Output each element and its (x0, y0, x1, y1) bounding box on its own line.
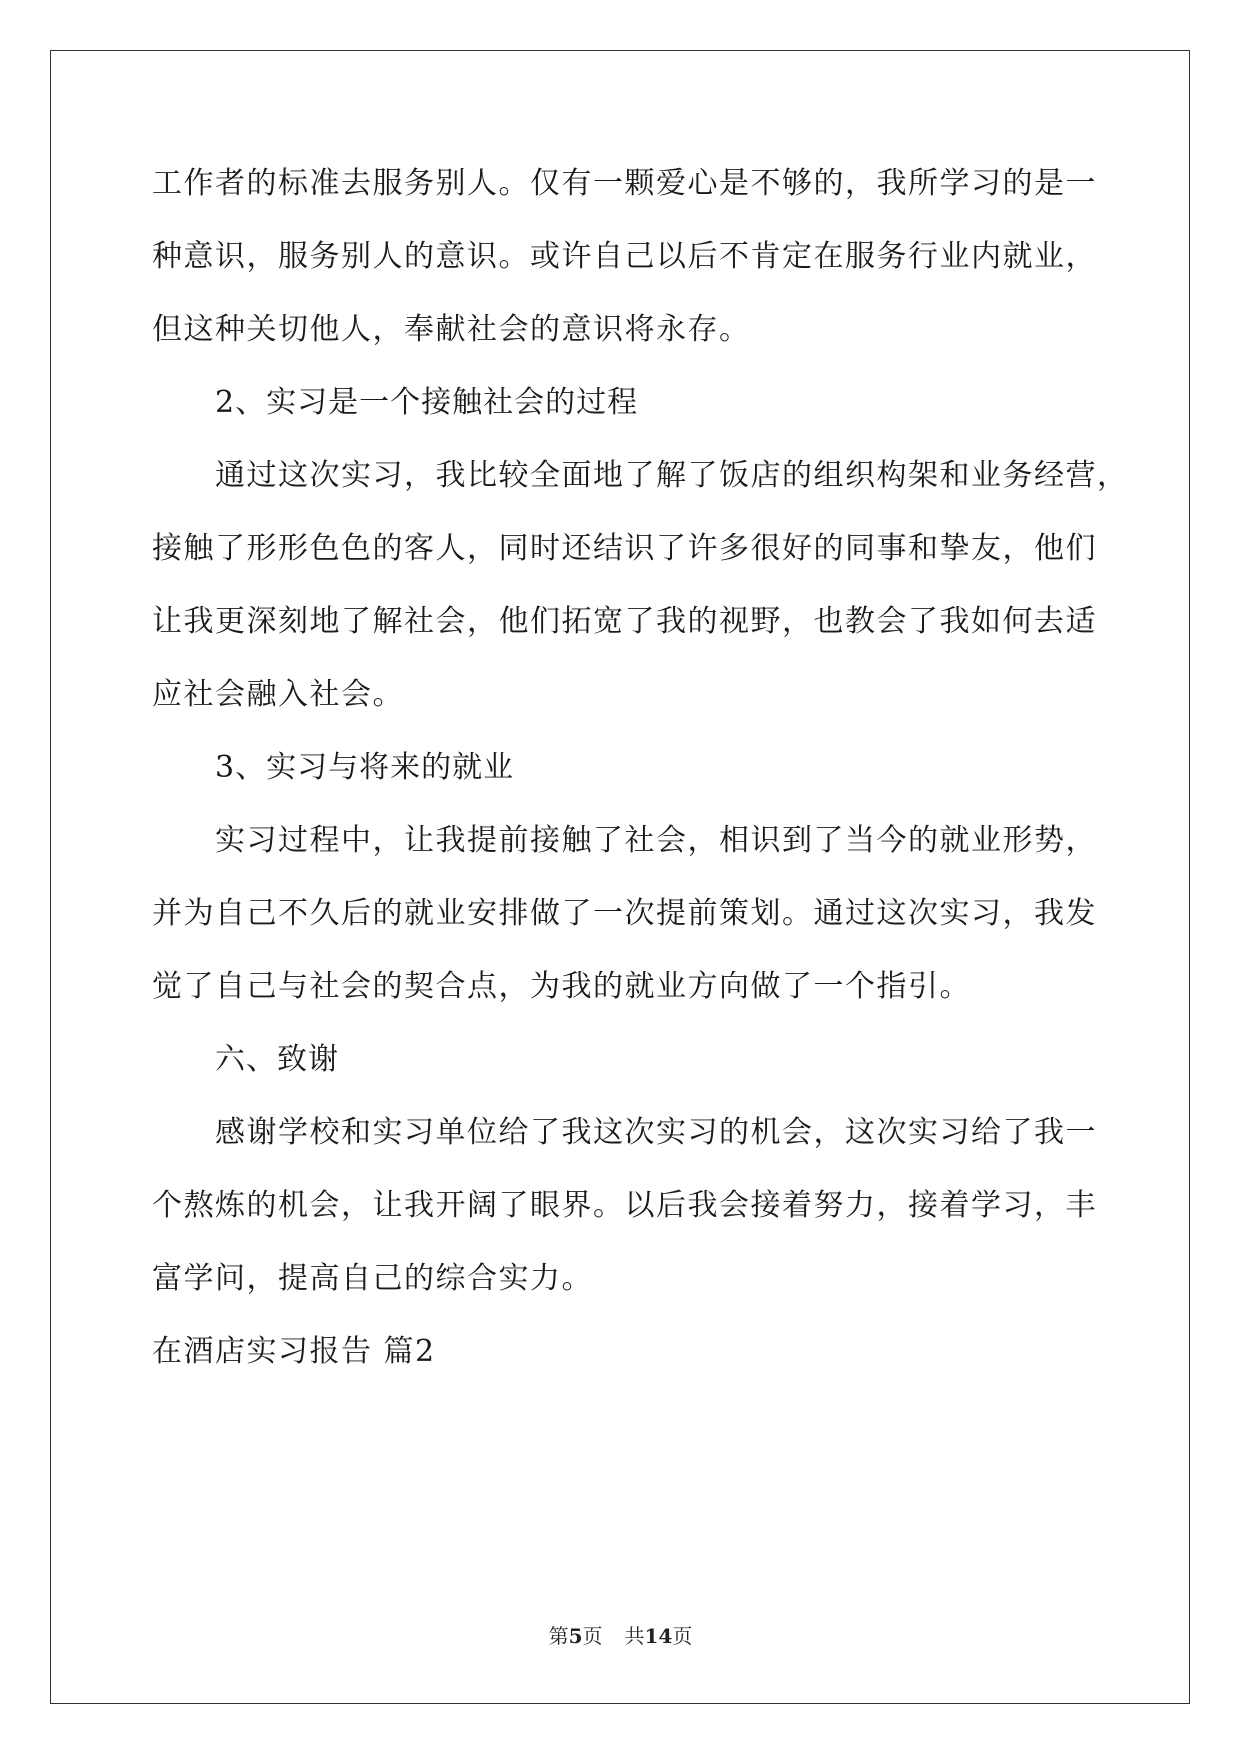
section-heading: 3、实习与将来的就业 (215, 750, 515, 785)
paragraph-line: 接触了形形色色的客人，同时还结识了许多很好的同事和挚友，他们 (152, 531, 1097, 566)
section-heading: 2、实习是一个接触社会的过程 (215, 385, 639, 420)
paragraph-line: 通过这次实习，我比较全面地了解了饭店的组织构架和业务经营， (215, 458, 1129, 493)
current-page-number: 5 (568, 1624, 583, 1648)
section-heading: 六、致谢 (215, 1042, 339, 1077)
document-body (152, 147, 1129, 1388)
paragraph-line: 让我更深刻地了解社会，他们拓宽了我的视野，也教会了我如何去适 (152, 604, 1097, 639)
total-suffix: 页 (672, 1624, 693, 1648)
paragraph-line: 个熬炼的机会，让我开阔了眼界。以后我会接着努力，接着学习，丰 (152, 1188, 1097, 1223)
paragraph-line: 觉了自己与社会的契合点，为我的就业方向做了一个指引。 (152, 969, 971, 1004)
paragraph-line: 种意识，服务别人的意识。或许自己以后不肯定在服务行业内就业， (152, 239, 1097, 274)
paragraph-line: 工作者的标准去服务别人。仅有一颗爱心是不够的，我所学习的是一 (152, 166, 1097, 201)
paragraph-line: 感谢学校和实习单位给了我这次实习的机会，这次实习给了我一 (215, 1115, 1097, 1150)
total-page-number: 14 (644, 1624, 673, 1648)
page-prefix: 第 (548, 1624, 569, 1648)
paragraph-line: 实习过程中，让我提前接触了社会，相识到了当今的就业形势， (215, 823, 1097, 858)
total-prefix: 共 (624, 1624, 645, 1648)
page-suffix: 页 (582, 1624, 603, 1648)
paragraph-line: 并为自己不久后的就业安排做了一次提前策划。通过这次实习，我发 (152, 896, 1097, 931)
page-footer (0, 1620, 1241, 1649)
paragraph-line: 但这种关切他人，奉献社会的意识将永存。 (152, 312, 751, 347)
paragraph-line: 应社会融入社会。 (152, 677, 404, 712)
paragraph-line: 富学问，提高自己的综合实力。 (152, 1261, 593, 1296)
report-title: 在酒店实习报告 篇2 (152, 1334, 436, 1369)
